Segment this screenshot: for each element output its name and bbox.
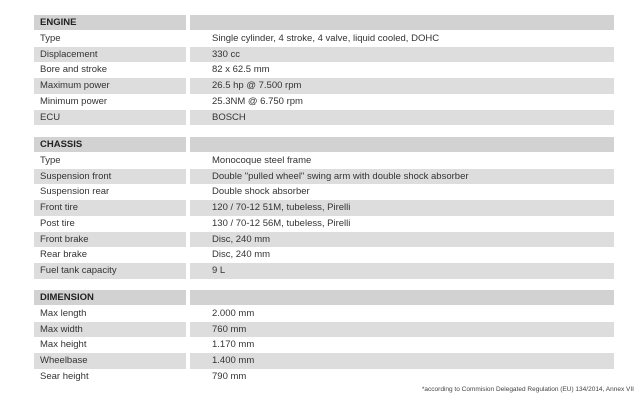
spec-label: Bore and stroke [40,64,108,76]
spec-value: 25.3NM @ 6.750 rpm [212,95,303,107]
dimension-section [34,290,614,384]
section-header [34,15,614,30]
spec-label: Front brake [34,232,186,247]
spec-value: Double "pulled wheel" swing arm with double shock absorber [190,169,614,184]
spec-label: Sear height [40,370,89,382]
spec-row [34,169,614,184]
spec-row [34,369,614,384]
spec-label: Post tire [40,217,75,229]
section-title: ENGINE [34,15,186,30]
spec-value: Single cylinder, 4 stroke, 4 valve, liquid cooled, DOHC [212,32,440,44]
spec-value: BOSCH [190,110,614,125]
spec-row [34,47,614,62]
spec-value: 9 L [190,263,614,278]
spec-value: Disc, 240 mm [212,249,271,261]
spec-row [34,110,614,125]
spec-row [34,216,614,231]
spec-row [34,184,614,199]
spec-row [34,322,614,337]
spec-value: 120 / 70-12 51M, tubeless, Pirelli [190,200,614,215]
spec-label: Suspension rear [40,186,110,198]
spec-label: Displacement [34,47,186,62]
spec-row [34,232,614,247]
spec-value: 2.000 mm [212,307,255,319]
spec-label: Wheelbase [34,353,186,368]
spec-row [34,353,614,368]
spec-label: Fuel tank capacity [34,263,186,278]
spec-row [34,306,614,321]
spec-row [34,31,614,46]
spec-label: Type [40,32,61,44]
spec-label: Suspension front [34,169,186,184]
spec-label: Maximum power [34,78,186,93]
spec-label: Minimum power [40,95,108,107]
spec-row [34,62,614,77]
spec-label: Front tire [34,200,186,215]
spec-label: Max width [34,322,186,337]
spec-value: 26.5 hp @ 7.500 rpm [190,78,614,93]
section-header [34,290,614,305]
engine-section [34,15,614,125]
spec-row [34,200,614,215]
spec-value: 760 mm [190,322,614,337]
section-title: CHASSIS [34,137,186,152]
spec-label: Rear brake [40,249,87,261]
spec-row [34,78,614,93]
spec-value: 330 cc [190,47,614,62]
spec-value: 82 x 62.5 mm [212,64,270,76]
spec-label: ECU [34,110,186,125]
section-title: DIMENSION [34,290,186,305]
spec-value: Double shock absorber [212,186,310,198]
spec-row [34,263,614,278]
spec-row [34,337,614,352]
spec-value: Monocoque steel frame [212,154,312,166]
spec-label: Type [40,154,61,166]
section-header [34,137,614,152]
spec-row [34,247,614,262]
spec-value: 1.170 mm [212,339,255,351]
spec-row [34,153,614,168]
spec-label: Max length [40,307,87,319]
regulation-footnote: *according to Commision Delegated Regulation (EU) 134/2014, Annex VII [421,386,634,393]
spec-value: 130 / 70-12 56M, tubeless, Pirelli [212,217,351,229]
spec-label: Max height [40,339,87,351]
spec-value: 1.400 mm [190,353,614,368]
spec-value: Disc, 240 mm [190,232,614,247]
chassis-section [34,137,614,279]
spec-row [34,94,614,109]
spec-value: 790 mm [212,370,247,382]
